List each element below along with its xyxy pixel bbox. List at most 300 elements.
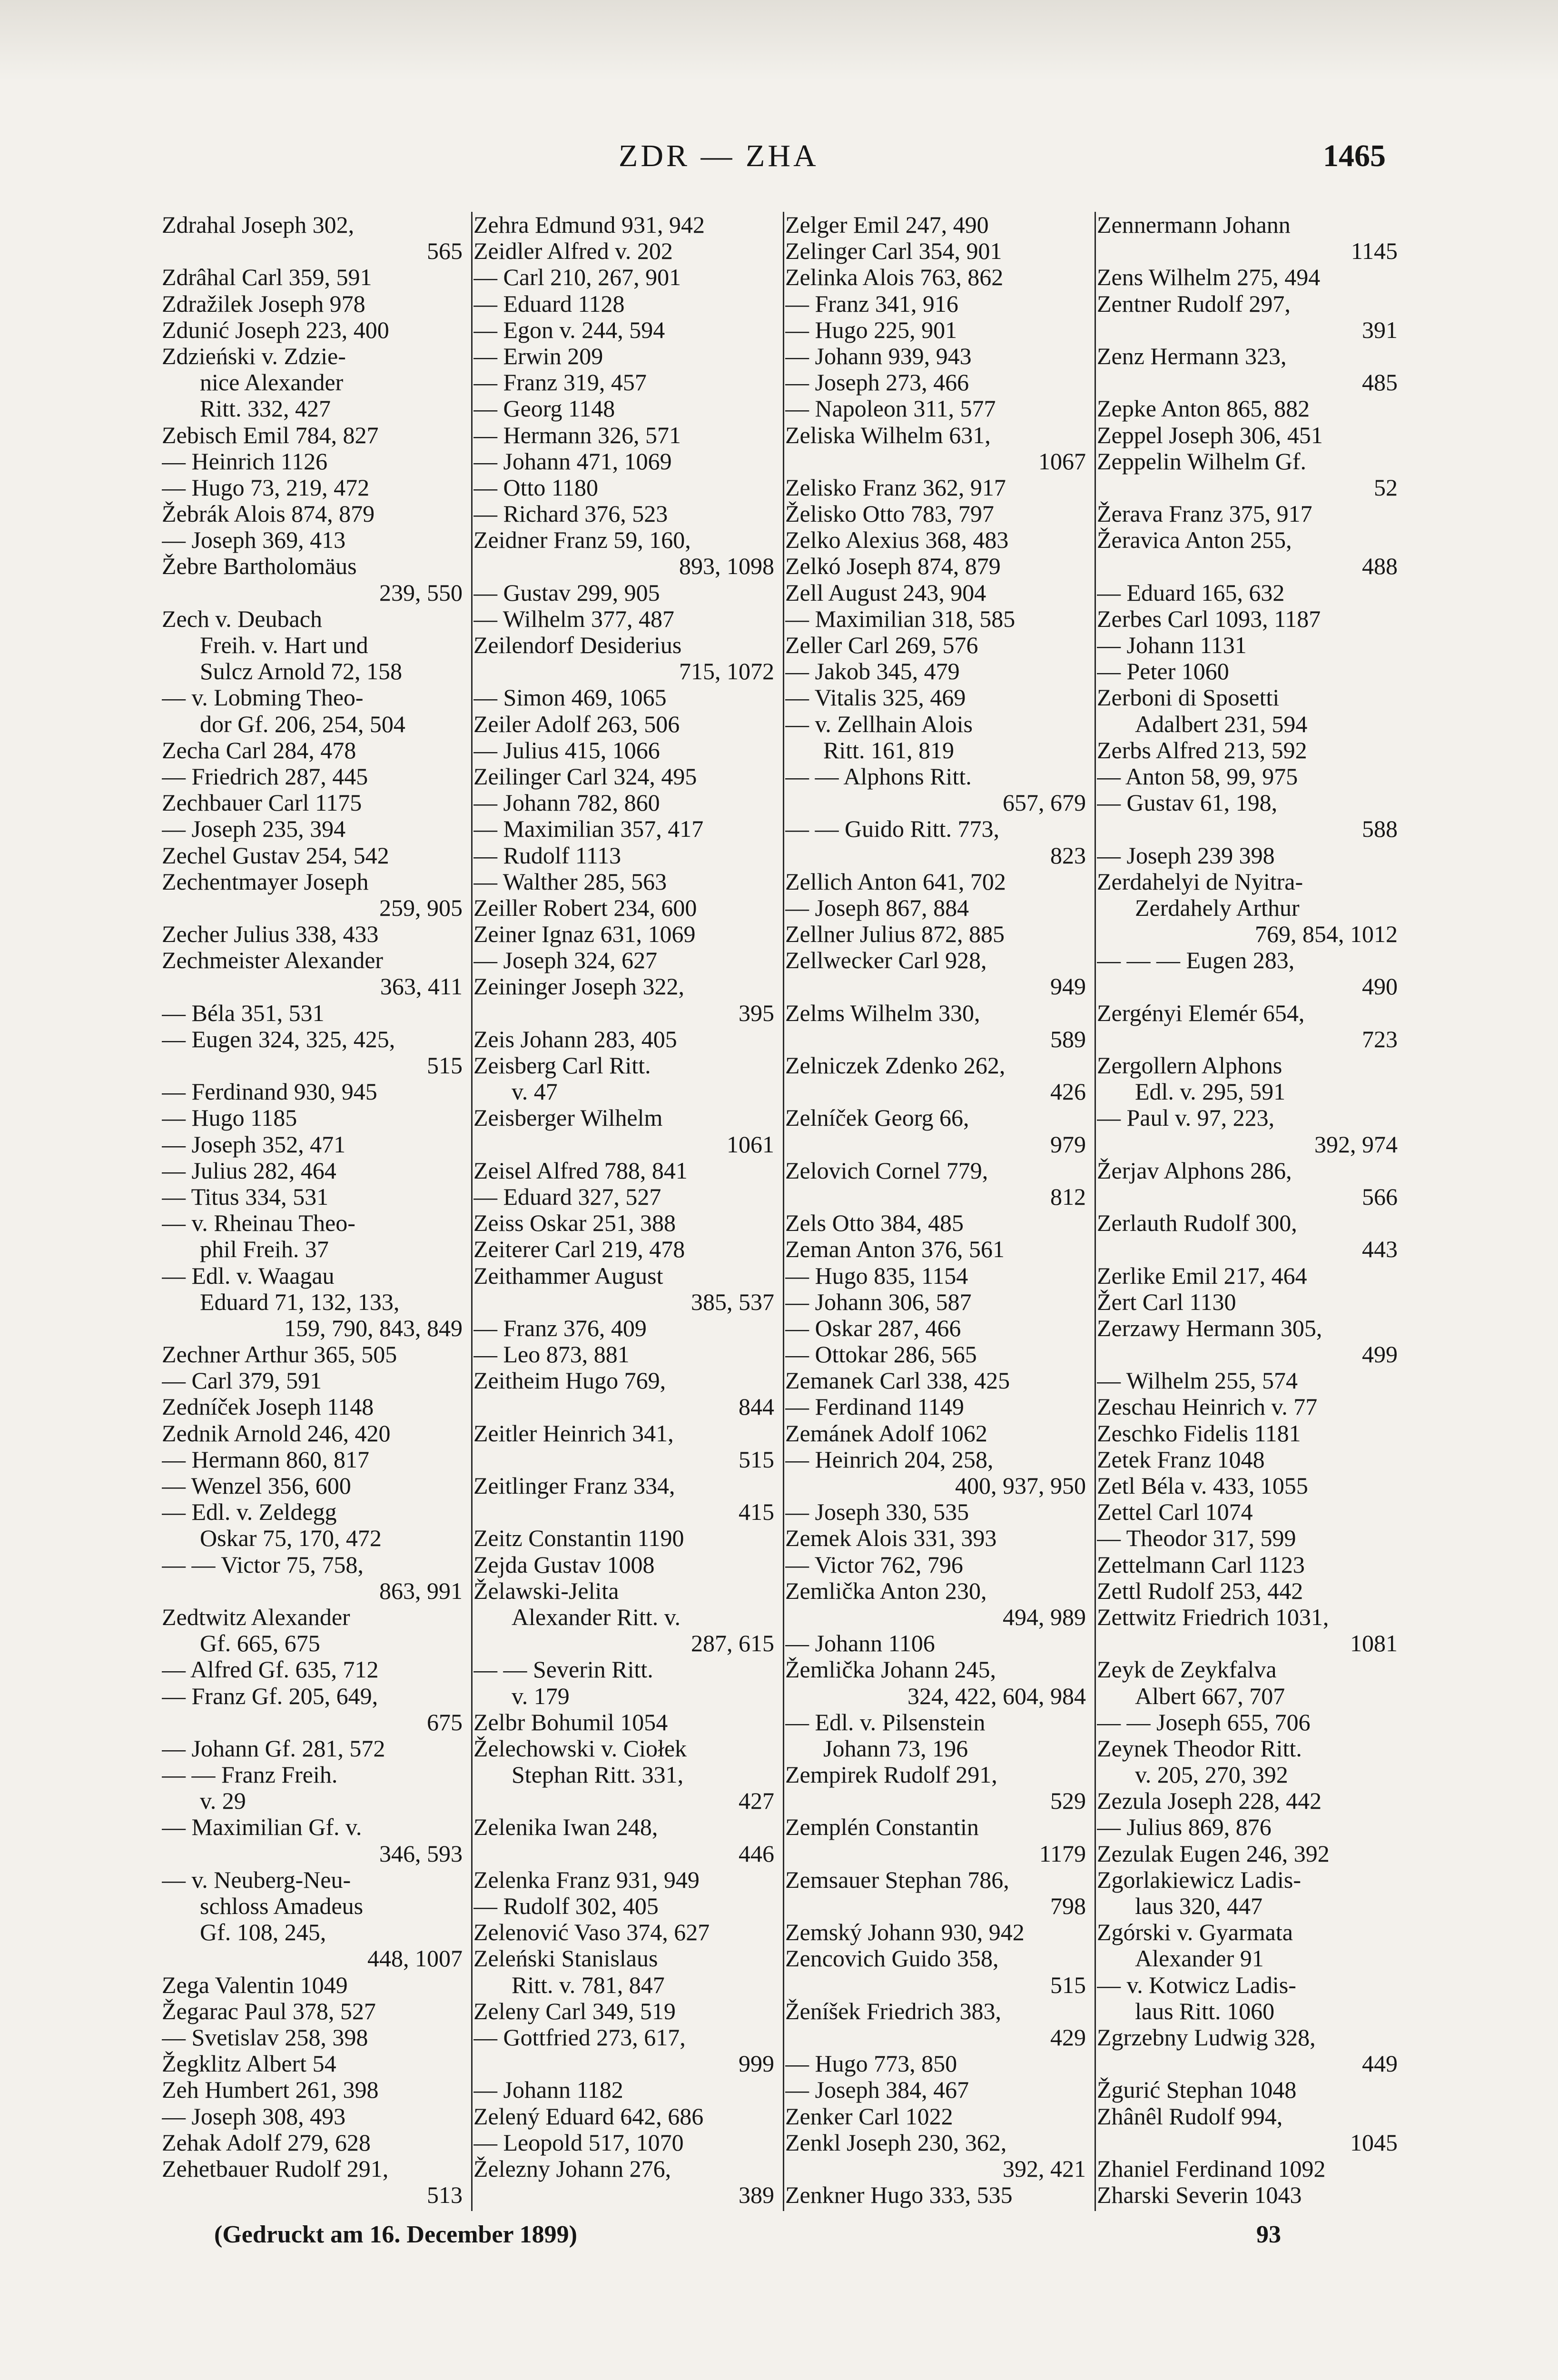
index-entry-line: — v. Lobming Theo- [162,684,364,711]
signature-mark: 93 [1256,2221,1281,2248]
page-footer [0,2221,1558,2259]
index-entry-line: Zelger Emil 247, 490 [785,212,989,238]
index-entry-line: 513 [427,2182,463,2209]
index-entry-line: 863, 991 [379,1577,463,1604]
index-entry-line: 1067 [1038,448,1086,475]
index-entry-line: Zgórski v. Gyarmata [1097,1919,1293,1946]
index-entry-line: — Johann 1131 [1097,632,1247,658]
index-entry-line: — Rudolf 302, 405 [473,1893,659,1919]
index-entry-line: Zettelmann Carl 1123 [1097,1551,1305,1578]
index-entry-line: — Friedrich 287, 445 [162,763,368,790]
index-entry-line: Edl. v. 295, 591 [1135,1079,1286,1105]
index-entry-line: Želechowski v. Ciołek [473,1735,687,1762]
index-entry-line: Zenker Carl 1022 [785,2103,953,2130]
index-entry-line: Ritt. v. 781, 847 [512,1972,665,1998]
index-entry-line: Zergollern Alphons [1097,1052,1282,1079]
index-entry-line: — Johann 939, 943 [785,343,972,369]
index-entry-line: 449 [1362,2051,1398,2077]
index-entry-line: 1045 [1350,2129,1398,2156]
index-entry-line: Gf. 108, 245, [200,1919,326,1946]
index-entry-line: Zednik Arnold 246, 420 [162,1420,391,1447]
index-entry-line: v. 29 [200,1788,246,1815]
index-entry-line: Zempirek Rudolf 291, [785,1762,997,1788]
index-entry-line: — — Guido Ritt. 773, [785,816,1000,843]
index-entry-line: — Leo 873, 881 [473,1341,630,1368]
index-entry-line: Zeitheim Hugo 769, [473,1368,666,1394]
index-entry-line: — — Severin Ritt. [473,1656,653,1683]
index-entry-line: 529 [1050,1788,1086,1815]
index-entry-line: 363, 411 [380,973,463,1000]
index-entry-line: Zeilendorf Desiderius [473,632,682,658]
index-entry-line: 675 [427,1709,463,1735]
index-entry-line: Žgurić Stephan 1048 [1097,2077,1297,2103]
index-entry-line: Freih. v. Hart und [200,632,368,658]
index-entry-line: 499 [1362,1341,1398,1368]
index-entry-line: Zelkó Joseph 874, 879 [785,553,1001,580]
index-entry-line: Žemlička Johann 245, [785,1656,996,1683]
index-entry-line: Zezulak Eugen 246, 392 [1097,1840,1330,1867]
index-entry-line: Zeidler Alfred v. 202 [473,238,673,265]
index-entry-line: Zeliska Wilhelm 631, [785,422,991,448]
index-entry-line: — Johann 471, 1069 [473,448,672,475]
index-entry-line: — Johann 782, 860 [473,790,660,816]
index-entry-line: Zemlička Anton 230, [785,1577,987,1604]
index-entry-line: 429 [1050,2024,1086,2051]
index-entry-line: — Ferdinand 930, 945 [162,1079,377,1105]
index-entry-line: Sulcz Arnold 72, 158 [200,658,402,685]
index-entry-line: — Svetislav 258, 398 [162,2024,368,2051]
index-entry-line: 490 [1362,973,1398,1000]
index-entry-line: Zeidner Franz 59, 160, [473,527,691,554]
index-entry-line: Zerlauth Rudolf 300, [1097,1210,1297,1237]
index-entry-line: 949 [1050,973,1086,1000]
index-entry-line: Zech v. Deubach [162,605,322,632]
index-entry-line: Gf. 665, 675 [200,1630,320,1657]
index-entry-line: — Hugo 773, 850 [785,2051,957,2077]
index-entry-line: 723 [1362,1026,1398,1052]
index-entry-line: Zelený Eduard 642, 686 [473,2103,704,2130]
index-entry-line: 446 [739,1840,774,1867]
index-entry-line: Zechmeister Alexander [162,947,384,974]
index-entry-line: Zechner Arthur 365, 505 [162,1341,397,1368]
index-entry-line: Zeitz Constantin 1190 [473,1525,684,1552]
index-entry-line: Zelenka Franz 931, 949 [473,1866,700,1893]
index-entry-line: laus 320, 447 [1135,1893,1263,1919]
index-entry-line: Zeiss Oskar 251, 388 [473,1210,676,1237]
index-entry-line: Žebrák Alois 874, 879 [162,501,375,527]
index-entry-line: Zdrâhal Carl 359, 591 [162,264,372,291]
index-entry-line: 448, 1007 [367,1945,463,1972]
index-entry-line: Zeiller Robert 234, 600 [473,894,697,921]
index-entry-line: 488 [1362,553,1398,580]
index-entry-line: Zeynek Theodor Ritt. [1097,1735,1302,1762]
index-entry-line: Ritt. 332, 427 [200,396,331,422]
index-entry-line: 657, 679 [1003,790,1086,816]
index-entry-line: Zeininger Joseph 322, [473,973,684,1000]
index-entry-line: — Joseph 324, 627 [473,947,658,974]
index-entry-line: 287, 615 [691,1630,774,1657]
index-entry-line: Zelniczek Zdenko 262, [785,1052,1006,1079]
index-entry-line: 395 [739,1000,774,1026]
index-entry-line: Zelenović Vaso 374, 627 [473,1919,710,1946]
index-entry-line: Zemánek Adolf 1062 [785,1420,987,1447]
index-entry-line: — v. Kotwicz Ladis- [1097,1972,1296,1998]
index-entry-line: Zeschko Fidelis 1181 [1097,1420,1301,1447]
index-entry-line: Zeschau Heinrich v. 77 [1097,1394,1318,1420]
index-entry-line: 823 [1050,842,1086,869]
index-entry-line: Zencovich Guido 358, [785,1945,999,1972]
index-entry-line: — Joseph 352, 471 [162,1131,346,1158]
index-entry-line: — — Victor 75, 758, [162,1551,364,1578]
index-entry-line: Zgorlakiewicz Ladis- [1097,1866,1301,1893]
index-entry-line: — Walther 285, 563 [473,868,667,895]
index-entry-line: — Joseph 239 398 [1097,842,1275,869]
scan-edge-shadow [0,0,1558,81]
index-entry-line: — Heinrich 204, 258, [785,1446,994,1473]
index-entry-line: Zeis Johann 283, 405 [473,1026,677,1052]
index-entry-line: — Paul v. 97, 223, [1097,1105,1275,1131]
column-rule [783,212,784,2211]
running-head: ZDR — ZHA [619,139,819,173]
index-entry-line: 893, 1098 [679,553,774,580]
index-entry-line: — Ottokar 286, 565 [785,1341,977,1368]
index-entry-line: — Vitalis 325, 469 [785,684,966,711]
index-entry-line: Zdunić Joseph 223, 400 [162,317,389,343]
index-entry-line: Zentner Rudolf 297, [1097,290,1291,317]
index-entry-line: — Oskar 287, 466 [785,1315,961,1341]
index-entry-line: — Wilhelm 255, 574 [1097,1368,1298,1394]
column-rule [471,212,473,2211]
index-entry-line: Zels Otto 384, 485 [785,1210,964,1237]
index-entry-line: Zehetbauer Rudolf 291, [162,2155,389,2182]
index-entry-line: Zehak Adolf 279, 628 [162,2129,371,2156]
column-2 [473,212,778,2211]
index-entry-line: — Maximilian Gf. v. [162,1814,362,1841]
index-entry-line: Zeppel Joseph 306, 451 [1097,422,1323,448]
index-entry-line: Zezula Joseph 228, 442 [1097,1788,1322,1815]
index-entry-line: 798 [1050,1893,1086,1919]
index-entry-line: Zecher Julius 338, 433 [162,921,379,948]
index-entry-line: Zebisch Emil 784, 827 [162,422,379,448]
index-entry-line: — Peter 1060 [1097,658,1229,685]
index-entry-line: Zennermann Johann [1097,212,1291,238]
index-entry-line: 769, 854, 1012 [1255,921,1398,948]
index-entry-line: Zettwitz Friedrich 1031, [1097,1604,1329,1630]
index-entry-line: Zellich Anton 641, 702 [785,868,1006,895]
index-entry-line: — Franz 319, 457 [473,369,647,396]
index-entry-line: — Johann 1182 [473,2077,623,2103]
index-entry-line: Zemský Johann 930, 942 [785,1919,1025,1946]
index-entry-line: Zetek Franz 1048 [1097,1446,1265,1473]
index-entry-line: 427 [739,1788,774,1815]
index-entry-line: schloss Amadeus [200,1893,364,1919]
index-entry-line: — Napoleon 311, 577 [785,396,996,422]
index-entry-line: Zepke Anton 865, 882 [1097,396,1310,422]
index-entry-line: Žert Carl 1130 [1097,1289,1236,1315]
index-entry-line: — v. Rheinau Theo- [162,1210,355,1237]
index-entry-line: 812 [1050,1183,1086,1210]
index-entry-line: Alexander Ritt. v. [512,1604,681,1630]
index-entry-line: — Wenzel 356, 600 [162,1473,351,1499]
index-entry-line: 1145 [1351,238,1398,265]
index-entry-line: 566 [1362,1183,1398,1210]
index-entry-line: — Hugo 225, 901 [785,317,957,343]
column-1 [162,212,466,2211]
index-entry-line: Zemek Alois 331, 393 [785,1525,997,1552]
index-entry-line: Zelko Alexius 368, 483 [785,527,1009,554]
index-entry-line: — Rudolf 1113 [473,842,621,869]
index-entry-line: Zeilinger Carl 324, 495 [473,763,697,790]
index-entry-line: Zellner Julius 872, 885 [785,921,1005,948]
index-entry-line: Zettl Rudolf 253, 442 [1097,1577,1303,1604]
index-entry-line: Žebre Bartholomäus [162,553,357,580]
index-entry-line: Zerdahely Arthur [1135,894,1300,921]
index-entry-line: Ženíšek Friedrich 383, [785,1998,1002,2024]
page-number: 1465 [1323,139,1386,173]
index-entry-line: 515 [739,1446,774,1473]
index-entry-line: Zhânêl Rudolf 994, [1097,2103,1283,2130]
index-entry-line: Alexander 91 [1135,1945,1264,1972]
index-entry-line: 1061 [727,1131,774,1158]
column-rule [1095,212,1096,2211]
index-entry-line: v. 205, 270, 392 [1135,1762,1288,1788]
index-entry-line: — Joseph 308, 493 [162,2103,346,2130]
index-entry-line: 415 [739,1499,774,1526]
index-entry-line: — Edl. v. Pilsenstein [785,1709,986,1735]
index-entry-line: Zerlike Emil 217, 464 [1097,1262,1307,1289]
directory-columns [162,212,1409,2211]
index-entry-line: — Eugen 324, 325, 425, [162,1026,395,1052]
index-entry-line: Zeller Carl 269, 576 [785,632,978,658]
index-entry-line: Železny Johann 276, [473,2155,671,2182]
index-entry-line: 324, 422, 604, 984 [907,1683,1086,1709]
index-entry-line: 494, 989 [1003,1604,1086,1630]
index-entry-line: Zelms Wilhelm 330, [785,1000,980,1026]
index-entry-line: — — Franz Freih. [162,1762,338,1788]
index-entry-line: — Johann Gf. 281, 572 [162,1735,385,1762]
index-entry-line: Zeiner Ignaz 631, 1069 [473,921,696,948]
index-entry-line: 589 [1050,1026,1086,1052]
index-entry-line: 565 [427,238,463,265]
index-entry-line: Zenkl Joseph 230, 362, [785,2129,1007,2156]
index-entry-line: Zenz Hermann 323, [1097,343,1287,369]
index-entry-line: Zeiler Adolf 263, 506 [473,711,680,737]
index-entry-line: Zecha Carl 284, 478 [162,737,356,764]
index-entry-line: — Gottfried 273, 617, [473,2024,686,2051]
index-entry-line: Zergényi Elemér 654, [1097,1000,1305,1026]
index-entry-line: — Carl 379, 591 [162,1368,322,1394]
index-entry-line: 1081 [1350,1630,1398,1657]
index-entry-line: — Julius 415, 1066 [473,737,660,764]
index-entry-line: Zharski Severin 1043 [1097,2182,1302,2209]
index-entry-line: Zgrzebny Ludwig 328, [1097,2024,1316,2051]
index-entry-line: — Joseph 330, 535 [785,1499,969,1526]
index-entry-line: Zeithammer August [473,1262,663,1289]
index-entry-line: Zerdahelyi de Nyitra- [1097,868,1303,895]
index-entry-line: 979 [1050,1131,1086,1158]
index-entry-line: — Erwin 209 [473,343,603,369]
column-3 [785,212,1090,2211]
index-entry-line: Eduard 71, 132, 133, [200,1289,400,1315]
index-entry-line: Zerbes Carl 1093, 1187 [1097,605,1321,632]
index-entry-line: Zhaniel Ferdinand 1092 [1097,2155,1326,2182]
index-entry-line: 1179 [1039,1840,1086,1867]
index-entry-line: — Franz Gf. 205, 649, [162,1683,378,1709]
index-entry-line: 515 [1050,1972,1086,1998]
index-entry-line: — Franz 341, 916 [785,290,958,317]
index-entry-line: — Julius 282, 464 [162,1157,336,1184]
index-entry-line: Žerava Franz 375, 917 [1097,501,1312,527]
index-entry-line: 588 [1362,816,1398,843]
index-entry-line: v. 179 [512,1683,570,1709]
index-entry-line: 239, 550 [379,579,463,606]
index-entry-line: — Otto 1180 [473,474,599,501]
index-entry-line: 385, 537 [691,1289,774,1315]
index-entry-line: Zdrahal Joseph 302, [162,212,355,238]
column-4 [1097,212,1401,2211]
index-entry-line: Oskar 75, 170, 472 [200,1525,382,1552]
index-entry-line: Zedníček Joseph 1148 [162,1394,374,1420]
index-entry-line: — Joseph 867, 884 [785,894,969,921]
index-entry-line: — Georg 1148 [473,396,615,422]
index-entry-line: Žegklitz Albert 54 [162,2051,336,2077]
index-entry-line: — Eduard 1128 [473,290,625,317]
index-entry-line: 715, 1072 [679,658,774,685]
index-entry-line: 52 [1374,474,1398,501]
index-entry-line: Ritt. 161, 819 [823,737,955,764]
index-entry-line: — Gustav 61, 198, [1097,790,1278,816]
index-entry-line: — Joseph 369, 413 [162,527,346,554]
index-entry-line: nice Alexander [200,369,344,396]
index-entry-line: — Hugo 1185 [162,1105,297,1131]
index-entry-line: — — Joseph 655, 706 [1097,1709,1311,1735]
index-entry-line: — Julius 869, 876 [1097,1814,1272,1841]
index-entry-line: Zeiterer Carl 219, 478 [473,1236,685,1263]
index-entry-line: 392, 974 [1314,1131,1398,1158]
index-entry-line: phil Freih. 37 [200,1236,329,1263]
index-entry-line: Zeitlinger Franz 334, [473,1473,675,1499]
index-entry-line: Zell August 243, 904 [785,579,986,606]
index-entry-line: Albert 667, 707 [1135,1683,1285,1709]
index-entry-line: — — — Eugen 283, [1097,947,1295,974]
index-entry-line: Zeman Anton 376, 561 [785,1236,1005,1263]
index-entry-line: Zdzieński v. Zdzie- [162,343,346,369]
index-entry-line: Želawski-Jelita [473,1577,619,1604]
index-entry-line: 346, 593 [379,1840,463,1867]
index-entry-line: 443 [1362,1236,1398,1263]
index-entry-line: Zelníček Georg 66, [785,1105,969,1131]
index-entry-line: Zejda Gustav 1008 [473,1551,655,1578]
index-entry-line: — Gustav 299, 905 [473,579,660,606]
index-entry-line: Zelinka Alois 763, 862 [785,264,1004,291]
index-entry-line: Zeh Humbert 261, 398 [162,2077,379,2103]
index-entry-line: Zerboni di Sposetti [1097,684,1280,711]
print-date-note: (Gedruckt am 16. December 1899) [214,2221,577,2248]
index-entry-line: Zeisberg Carl Ritt. [473,1052,651,1079]
index-entry-line: Zedtwitz Alexander [162,1604,350,1630]
index-entry-line: 400, 937, 950 [955,1473,1086,1499]
index-entry-line: — Edl. v. Waagau [162,1262,335,1289]
index-entry-line: — Titus 334, 531 [162,1183,329,1210]
index-entry-line: Zetl Béla v. 433, 1055 [1097,1473,1308,1499]
index-entry-line: Žerjav Alphons 286, [1097,1157,1292,1184]
index-entry-line: Zeppelin Wilhelm Gf. [1097,448,1307,475]
index-entry-line: — Eduard 165, 632 [1097,579,1285,606]
index-entry-line: Adalbert 231, 594 [1135,711,1308,737]
index-entry-line: — Hugo 835, 1154 [785,1262,968,1289]
index-entry-line: — Jakob 345, 479 [785,658,960,685]
index-entry-line: — Ferdinand 1149 [785,1394,964,1420]
index-entry-line: — Simon 469, 1065 [473,684,667,711]
index-entry-line: — Anton 58, 99, 975 [1097,763,1298,790]
index-entry-line: — Alfred Gf. 635, 712 [162,1656,379,1683]
index-entry-line: Johann 73, 196 [823,1735,968,1762]
index-entry-line: — Wilhelm 377, 487 [473,605,675,632]
index-entry-line: 159, 790, 843, 849 [284,1315,463,1341]
index-entry-line: — Heinrich 1126 [162,448,328,475]
index-entry-line: Zemanek Carl 338, 425 [785,1368,1010,1394]
index-entry-line: Zeleny Carl 349, 519 [473,1998,676,2024]
index-entry-line: Zeisel Alfred 788, 841 [473,1157,688,1184]
index-entry-line: — Eduard 327, 527 [473,1183,661,1210]
index-entry-line: Zelisko Franz 362, 917 [785,474,1006,501]
index-entry-line: v. 47 [512,1079,558,1105]
index-entry-line: dor Gf. 206, 254, 504 [200,711,405,737]
index-entry-line: — v. Neuberg-Neu- [162,1866,351,1893]
index-entry-line: 515 [427,1052,463,1079]
index-entry-line: — Joseph 235, 394 [162,816,346,843]
index-entry-line: 485 [1362,369,1398,396]
index-entry-line: Zelovich Cornel 779, [785,1157,988,1184]
index-entry-line: Zechbauer Carl 1175 [162,790,362,816]
index-entry-line: Zelbr Bohumil 1054 [473,1709,668,1735]
index-entry-line: — Johann 1106 [785,1630,935,1657]
index-entry-line: — v. Zellhain Alois [785,711,973,737]
index-entry-line: — Hermann 860, 817 [162,1446,370,1473]
index-entry-line: 259, 905 [379,894,463,921]
page-header [0,138,1558,190]
index-entry-line: Zens Wilhelm 275, 494 [1097,264,1321,291]
index-entry-line: Zega Valentin 1049 [162,1972,348,1998]
index-entry-line: 392, 421 [1003,2155,1086,2182]
index-entry-line: Zemplén Constantin [785,1814,979,1841]
index-entry-line: — Richard 376, 523 [473,501,668,527]
index-entry-line: Zechel Gustav 254, 542 [162,842,389,869]
index-entry-line: 844 [739,1394,774,1420]
index-entry-line: Zerbs Alfred 213, 592 [1097,737,1307,764]
index-entry-line: — Béla 351, 531 [162,1000,325,1026]
index-entry-line: — Egon v. 244, 594 [473,317,665,343]
index-entry-line: — Victor 762, 796 [785,1551,963,1578]
index-entry-line: Zelenika Iwan 248, [473,1814,658,1841]
index-entry-line: Žeravica Anton 255, [1097,527,1292,554]
index-entry-line: Zeitler Heinrich 341, [473,1420,674,1447]
index-entry-line: 391 [1362,317,1398,343]
index-entry-line: — Franz 376, 409 [473,1315,647,1341]
index-entry-line: — Theodor 317, 599 [1097,1525,1296,1552]
index-entry-line: 389 [739,2182,774,2209]
index-entry-line: — Hermann 326, 571 [473,422,681,448]
index-entry-line: Žegarac Paul 378, 527 [162,1998,376,2024]
index-entry-line: 999 [739,2051,774,2077]
index-entry-line: Zerzawy Hermann 305, [1097,1315,1322,1341]
index-entry-line: — Maximilian 357, 417 [473,816,704,843]
index-entry-line: laus Ritt. 1060 [1135,1998,1275,2024]
index-entry-line: Zeisberger Wilhelm [473,1105,663,1131]
index-entry-line: — Carl 210, 267, 901 [473,264,681,291]
index-entry-line: Stephan Ritt. 331, [512,1762,684,1788]
index-entry-line: — Joseph 273, 466 [785,369,969,396]
